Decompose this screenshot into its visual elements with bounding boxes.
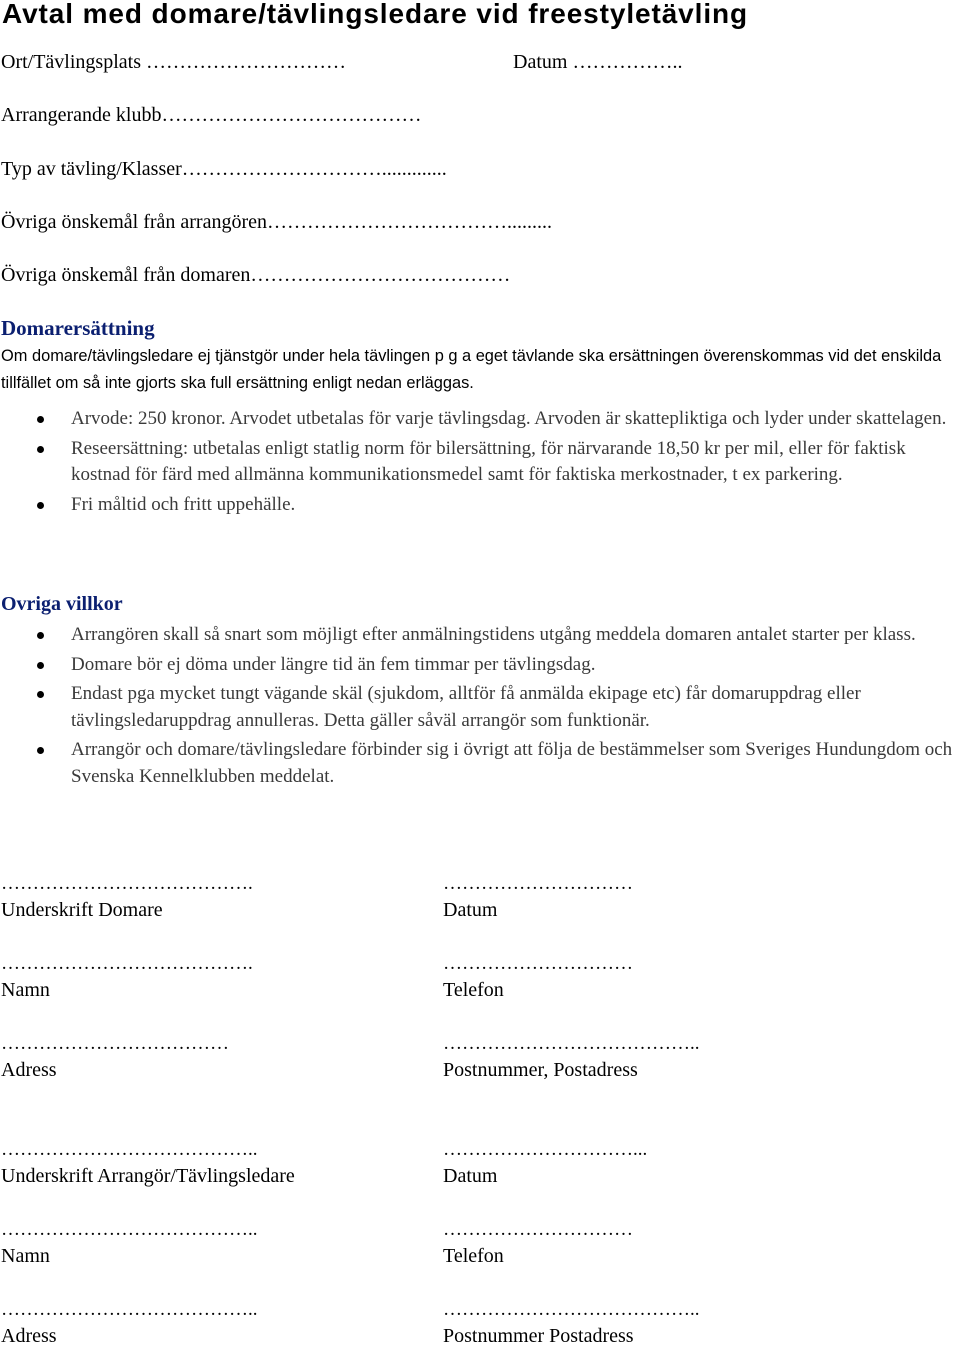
list-item-text: Domare bör ej döma under längre tid än fem timmar per tävlingsdag. — [71, 653, 596, 675]
list-item — [0, 622, 960, 649]
list-item-text: Arvode: 250 kronor. Arvodet utbetalas för varje tävlingsdag. Arvoden är skattepliktiga och lyder under skattelagen. — [71, 408, 947, 429]
bullet-icon — [37, 446, 44, 453]
organizer-name-line: ………………………………….. — [1, 1219, 258, 1240]
location-field — [1, 51, 346, 74]
club-blank: ………………………………… — [161, 104, 422, 126]
organizer-name-label: Namn — [1, 1245, 50, 1267]
organizer-date-label: Datum — [443, 1165, 498, 1187]
competition-type-label: Typ av tävling/Klasser — [1, 158, 182, 180]
judge-date-label: Datum — [443, 899, 498, 921]
organizer-address-line: ………………………………….. — [1, 1299, 258, 1320]
organizer-signature-line: ………………………………….. — [1, 1139, 258, 1160]
organizer-signature-label: Underskrift Arrangör/Tävlingsledare — [1, 1165, 295, 1187]
organizer-phone-line: ………………………… — [443, 1219, 633, 1240]
list-item — [0, 406, 960, 433]
judge-wishes-field — [1, 264, 510, 287]
organizer-phone-label: Telefon — [443, 1245, 504, 1267]
compensation-intro: Om domare/tävlingsledare ej tjänstgör under hela tävlingen p g a eget tävlande ska ersättningen överenskommas vid det enskilda tillfället om så inte gjorts ska full ersättning enligt nedan erläggas. — [1, 347, 942, 392]
judge-address-label: Adress — [1, 1059, 57, 1081]
bullet-icon — [37, 747, 44, 754]
compensation-heading: Domarersättning — [1, 316, 155, 340]
bullet-icon — [37, 691, 44, 698]
judge-postal-label: Postnummer, Postadress — [443, 1059, 638, 1081]
organizer-wishes-blank: ………………………………......... — [267, 211, 552, 233]
list-item-text: Arrangör och domare/tävlingsledare förbinder sig i övrigt att följa de bestämmelser som Sveriges Hundungdom och Svenska Kennelklubben meddelat. — [71, 739, 953, 787]
club-label: Arrangerande klubb — [1, 104, 162, 126]
organizer-address-label: Adress — [1, 1325, 57, 1347]
organizer-postal-line: ………………………………….. — [443, 1299, 700, 1320]
date-label: Datum — [513, 51, 568, 73]
list-item-text: Reseersättning: utbetalas enligt statlig norm för bilersättning, för närvarande 18,50 kr per mil, eller för faktisk kostnad för färd med allmänna kommunikationsmedel samt för faktiska merkostnader, t ex parkering. — [71, 437, 906, 485]
list-item-text: Endast pga mycket tungt vägande skäl (sjukdom, alltför få anmälda ekipage etc) får domaruppdrag eller tävlingsledaruppdrag annulleras. Detta gäller såväl arrangör som funktionär. — [71, 683, 861, 731]
organizer-postal-label: Postnummer Postadress — [443, 1325, 634, 1347]
competition-type-field — [1, 158, 447, 181]
bullet-icon — [37, 502, 44, 509]
judge-wishes-blank: ………………………………… — [250, 264, 511, 286]
location-blank: ………………………… — [140, 51, 346, 73]
list-item — [0, 737, 960, 790]
judge-signature-label: Underskrift Domare — [1, 899, 163, 921]
bullet-icon — [37, 632, 44, 639]
location-label: Ort/Tävlingsplats — [1, 51, 141, 73]
bullet-icon — [37, 416, 44, 423]
judge-name-label: Namn — [1, 979, 50, 1001]
competition-type-blank: …………………………............. — [181, 158, 447, 180]
judge-wishes-label: Övriga önskemål från domaren — [1, 264, 251, 286]
judge-phone-line: ………………………… — [443, 953, 633, 974]
date-blank: …………….. — [567, 51, 683, 73]
organizer-date-line: …………………………... — [443, 1139, 648, 1160]
judge-date-line: ………………………… — [443, 873, 633, 894]
judge-signature-line: …………………………………. — [1, 873, 253, 894]
other-terms-heading: Ovriga villkor — [1, 593, 123, 615]
other-terms-list — [0, 622, 960, 793]
list-item — [0, 652, 960, 679]
list-item-text: Arrangören skall så snart som möjligt efter anmälningstidens utgång meddela domaren antalet starter per klass. — [71, 624, 916, 645]
list-item — [0, 681, 960, 734]
judge-postal-line: ………………………………….. — [443, 1033, 700, 1054]
list-item-text: Fri måltid och fritt uppehälle. — [71, 493, 296, 515]
judge-address-line: ……………………………… — [1, 1033, 229, 1054]
compensation-list — [0, 406, 960, 521]
list-item — [0, 492, 960, 519]
judge-name-line: …………………………………. — [1, 953, 253, 974]
judge-phone-label: Telefon — [443, 979, 504, 1001]
date-field — [513, 51, 682, 74]
bullet-icon — [37, 662, 44, 669]
club-field — [1, 104, 422, 127]
organizer-wishes-field — [1, 211, 552, 234]
organizer-wishes-label: Övriga önskemål från arrangören — [1, 211, 267, 233]
list-item — [0, 436, 960, 489]
document-title: Avtal med domare/tävlingsledare vid freestyletävling — [2, 0, 749, 29]
